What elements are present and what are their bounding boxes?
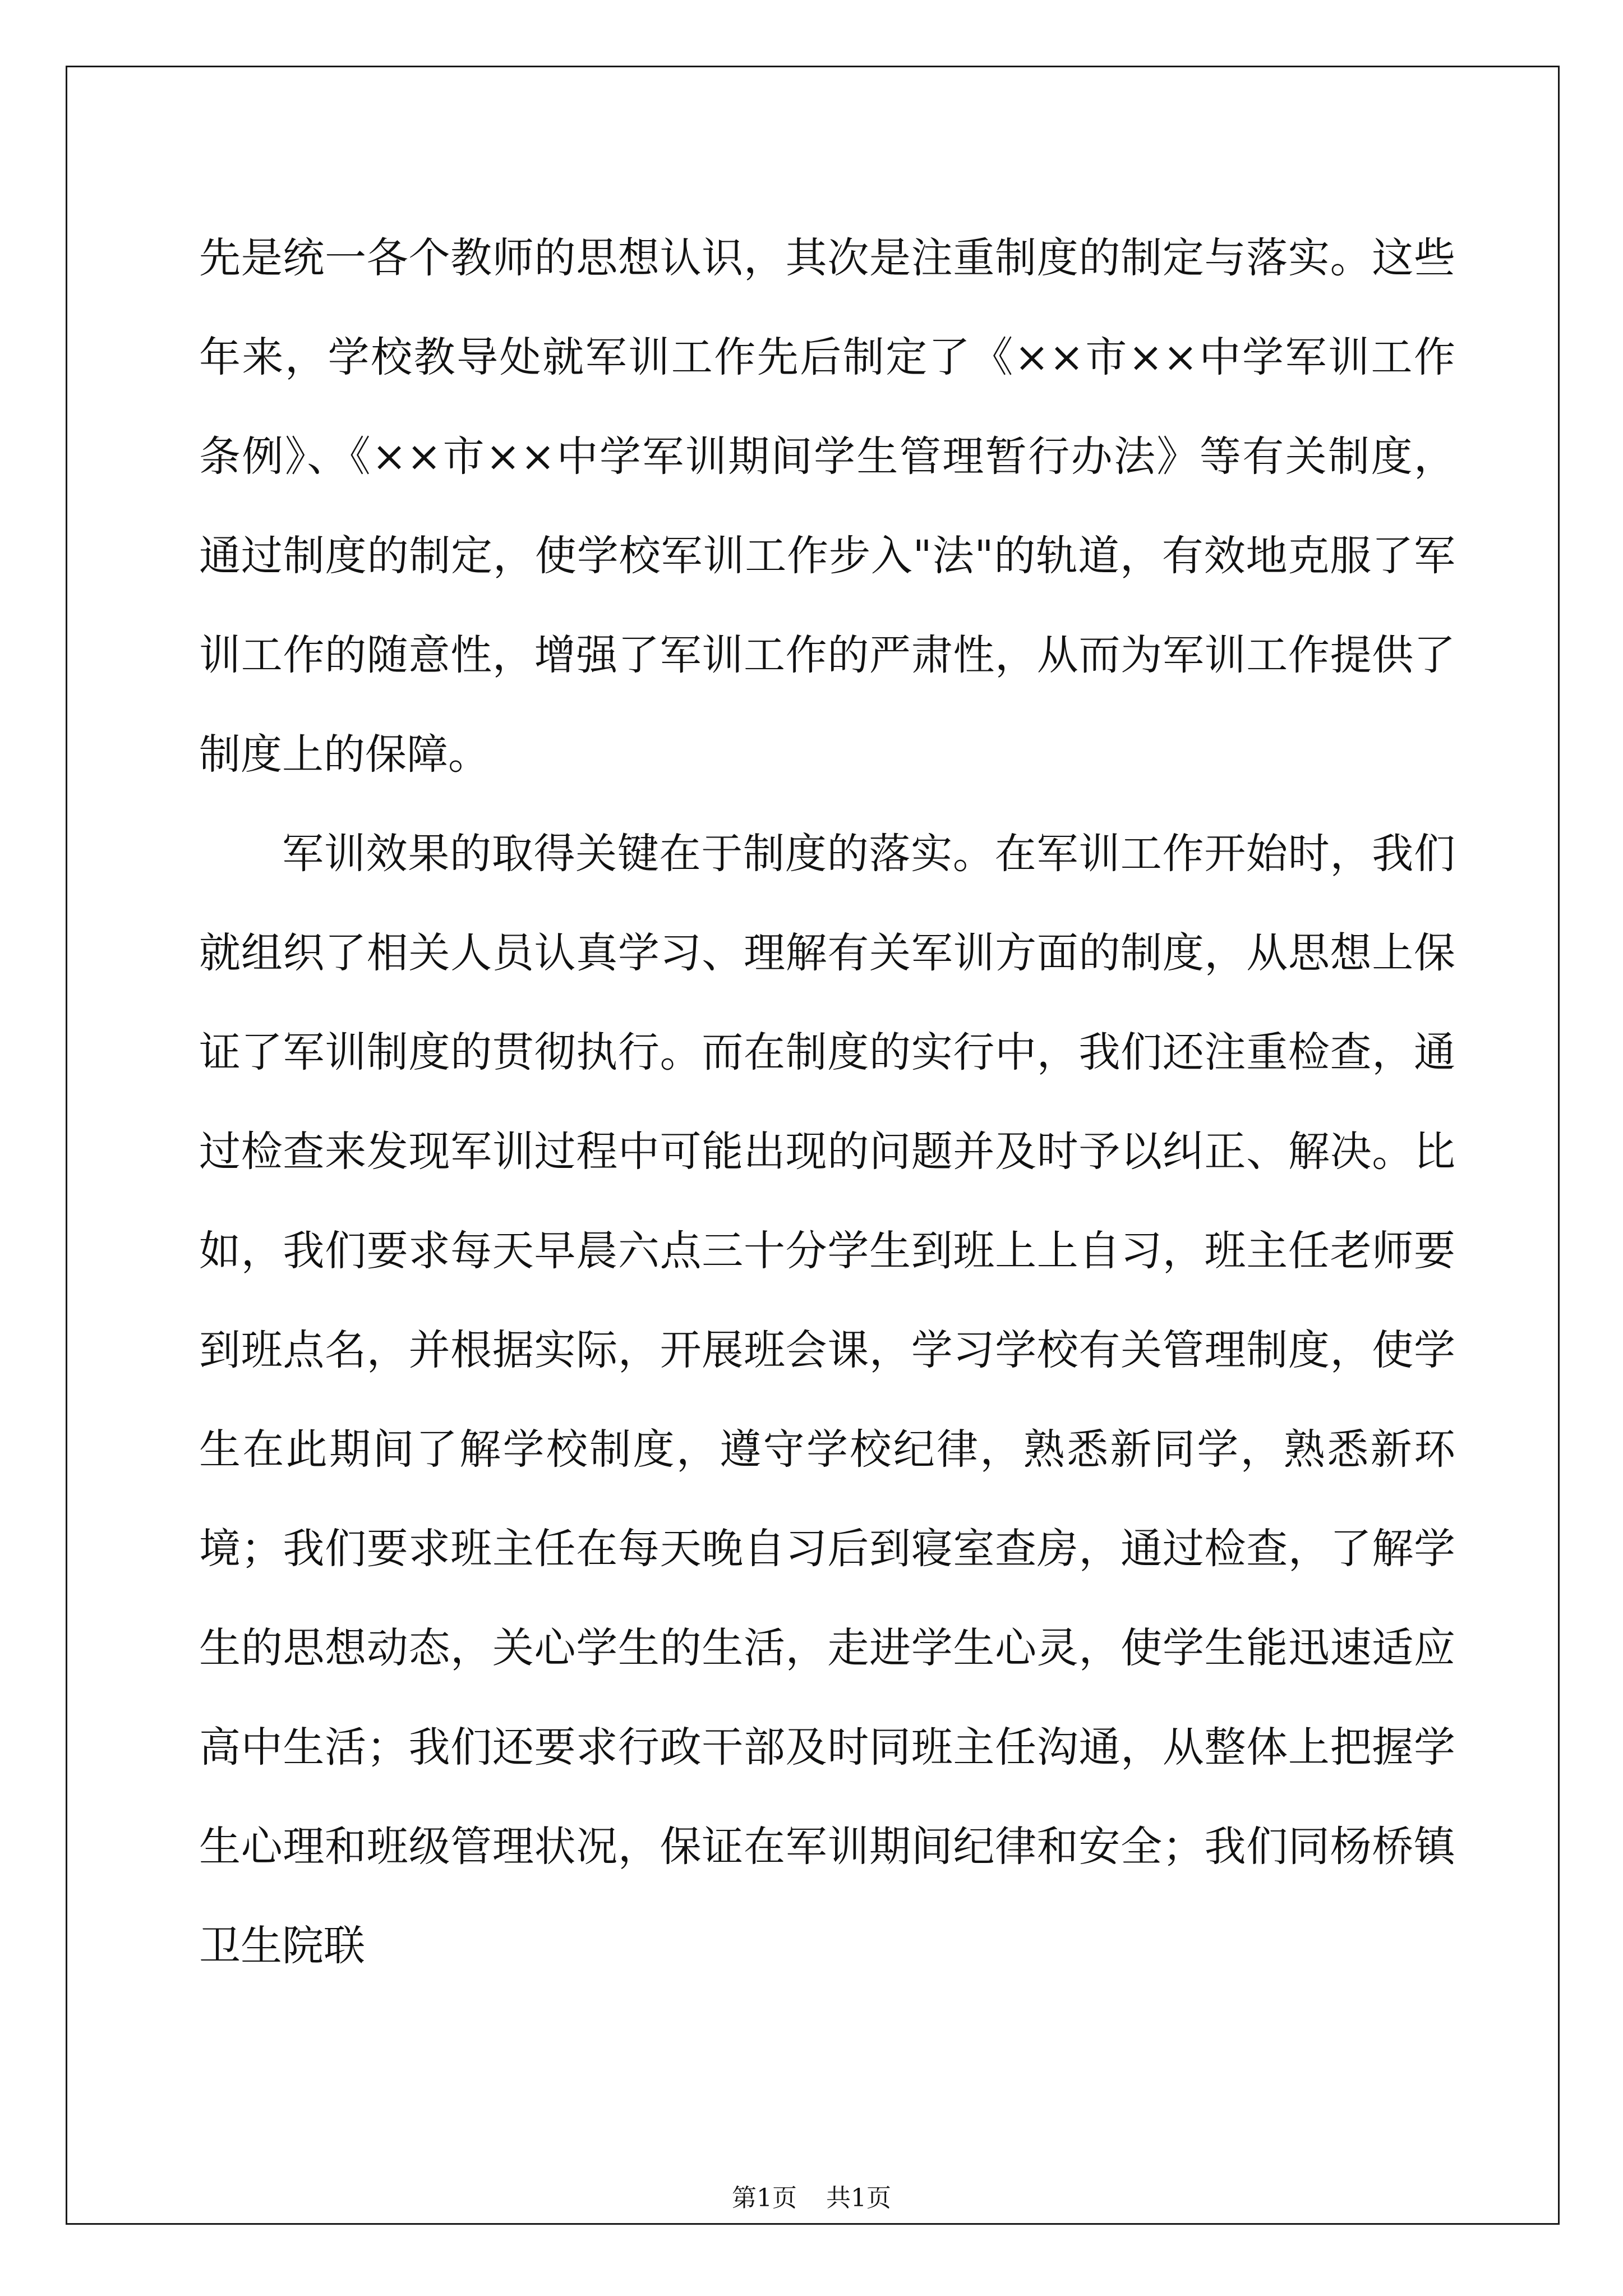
- paragraph-2: 军训效果的取得关键在于制度的落实。在军训工作开始时，我们就组织了相关人员认真学习、理解有关军训方面的制度，从思想上保证了军训制度的贯彻执行。而在制度的实行中，我们还注重检查，通过检查来发现军训过程中可能出现的问题并及时予以纠正、解决。比如，我们要求每天早晨六点三十分学生到班上上自习，班主任老师要到班点名，并根据实际，开展班会课，学习学校有关管理制度，使学生在此期间了解学校制度，遵守学校纪律，熟悉新同学，熟悉新环境；我们要求班主任在每天晚自习后到寝室查房，通过检查，了解学生的思想动态，关心学生的生活，走进学生心灵，使学生能迅速适应高中生活；我们还要求行政干部及时同班主任沟通，从整体上把握学生心理和班级管理状况，保证在军训期间纪律和安全；我们同杨桥镇卫生院联: [199, 830, 1455, 1970]
- page-footer: [0, 2178, 1623, 2214]
- paragraph-1: 先是统一各个教师的思想认识，其次是注重制度的制定与落实。这些年来，学校教导处就军训工作先后制定了《××市××中学军训工作条例》、《××市××中学军训期间学生管理暂行办法》等有关制度，通过制度的制定，使学校军训工作步入"法"的轨道，有效地克服了军训工作的随意性，增强了军训工作的严肃性，从而为军训工作提供了制度上的保障。: [199, 234, 1455, 779]
- page-total-label: 共1页: [826, 2184, 891, 2212]
- page-current-label: 第1页: [732, 2184, 797, 2212]
- document-body: [199, 209, 1455, 1996]
